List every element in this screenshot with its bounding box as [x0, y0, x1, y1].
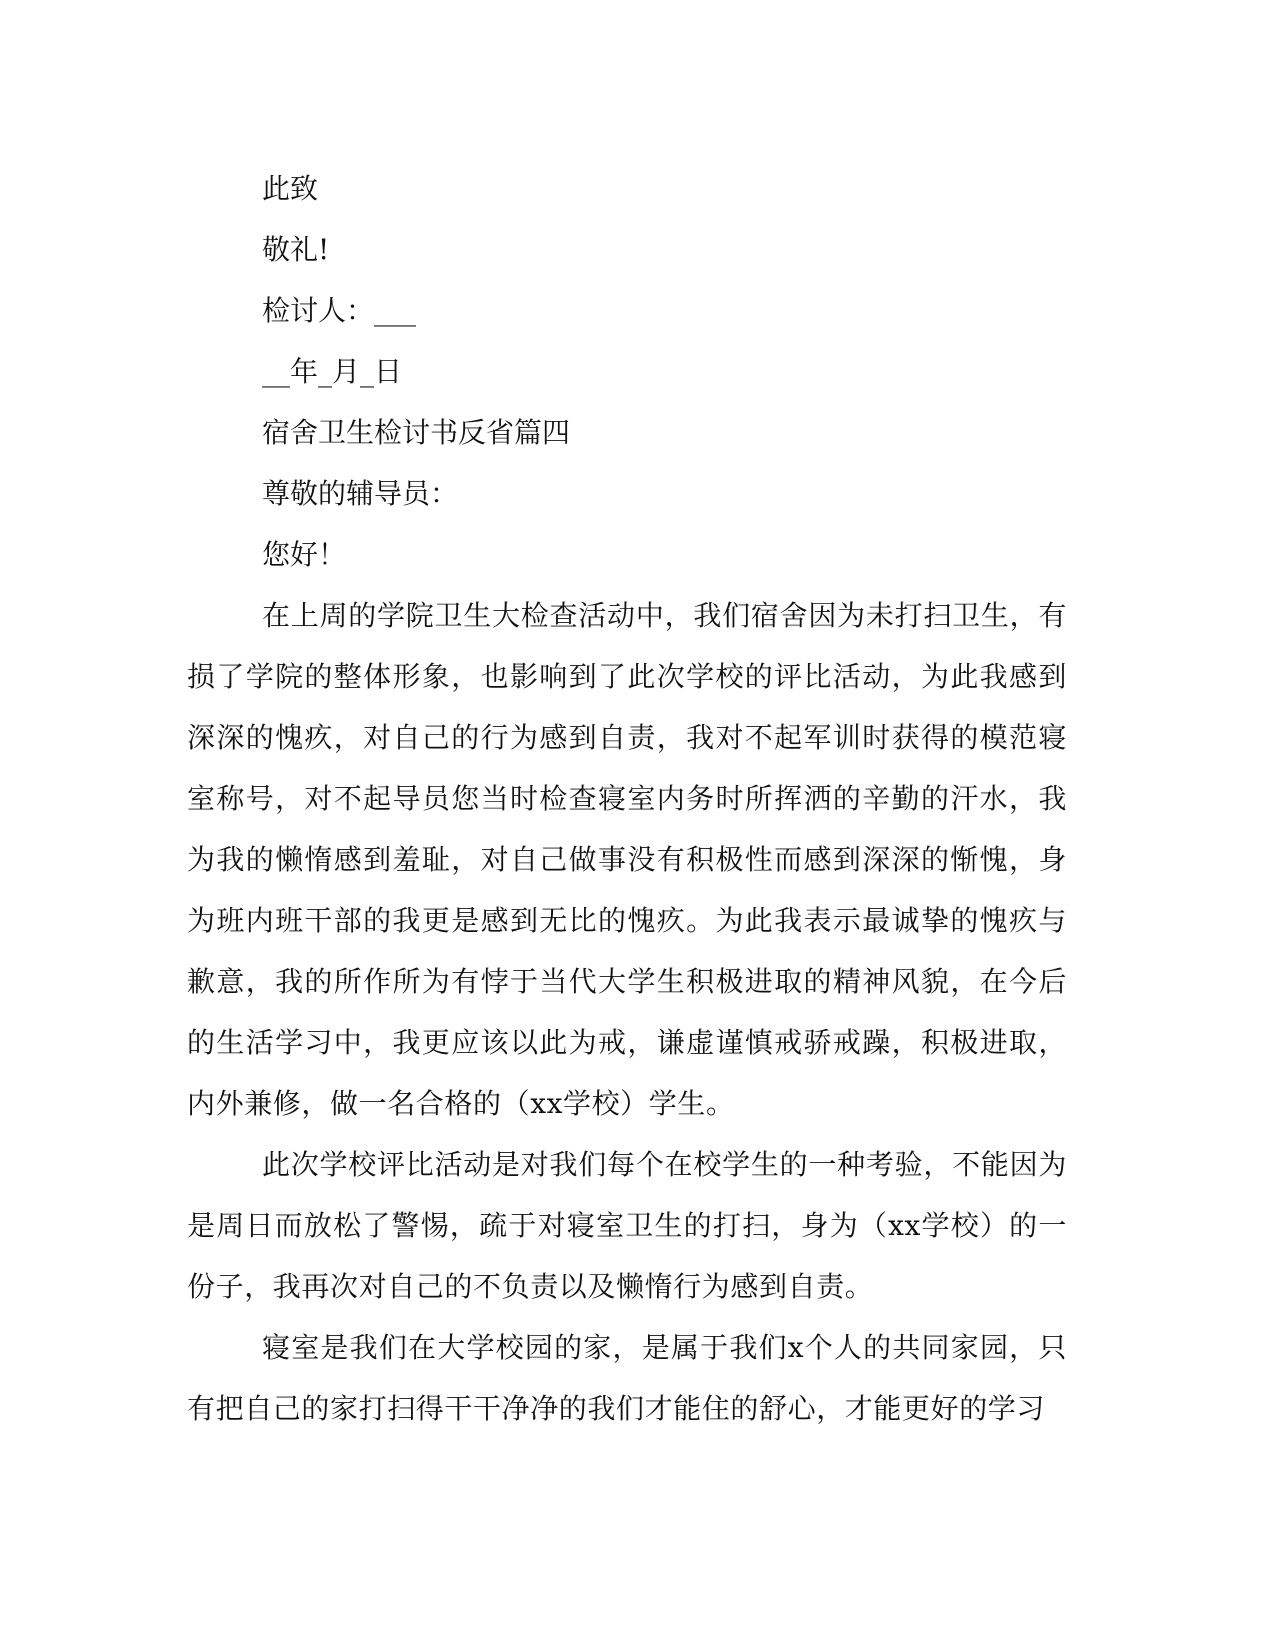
body-paragraph-2: 此次学校评比活动是对我们每个在校学生的一种考验，不能因为是周日而放松了警惕，疏于对寝室卫生的打扫，身为（xx学校）的一份子，我再次对自己的不负责以及懒惰行为感到自责。: [187, 1148, 1067, 1303]
closing-line: 此致: [262, 172, 319, 205]
signature-line: 检讨人：___: [262, 294, 417, 327]
greeting-line: 您好！: [262, 538, 347, 571]
body-paragraph-1: 在上周的学院卫生大检查活动中，我们宿舍因为未打扫卫生，有损了学院的整体形象，也影响到了此次学校的评比活动，为此我感到深深的愧疚，对自己的行为感到自责，我对不起军训时获得的模范寝室称号，对不起导员您当时检查寝室内务时所挥洒的辛勤的汗水，我为我的懒惰感到羞耻，对自己做事没有积极性而感到深深的惭愧，身为班内班干部的我更是感到无比的愧疚。为此我表示最诚挚的愧疚与歉意，我的所作所为有悖于当代大学生积极进取的精神风貌，在今后的生活学习中，我更应该以此为戒，谦虚谨慎戒骄戒躁，积极进取，内外兼修，做一名合格的（xx学校）学生。: [187, 599, 1067, 1120]
salute-line: 敬礼!: [262, 233, 330, 266]
document-body: [187, 158, 1067, 1439]
addressee-line: 尊敬的辅导员：: [262, 477, 459, 510]
date-line: __年_月_日: [262, 355, 403, 388]
body-paragraph-3: 寝室是我们在大学校园的家，是属于我们x个人的共同家园，只有把自己的家打扫得干干净净的我们才能住的舒心，才能更好的学习: [187, 1331, 1067, 1425]
section-title: 宿舍卫生检讨书反省篇四: [262, 416, 571, 449]
